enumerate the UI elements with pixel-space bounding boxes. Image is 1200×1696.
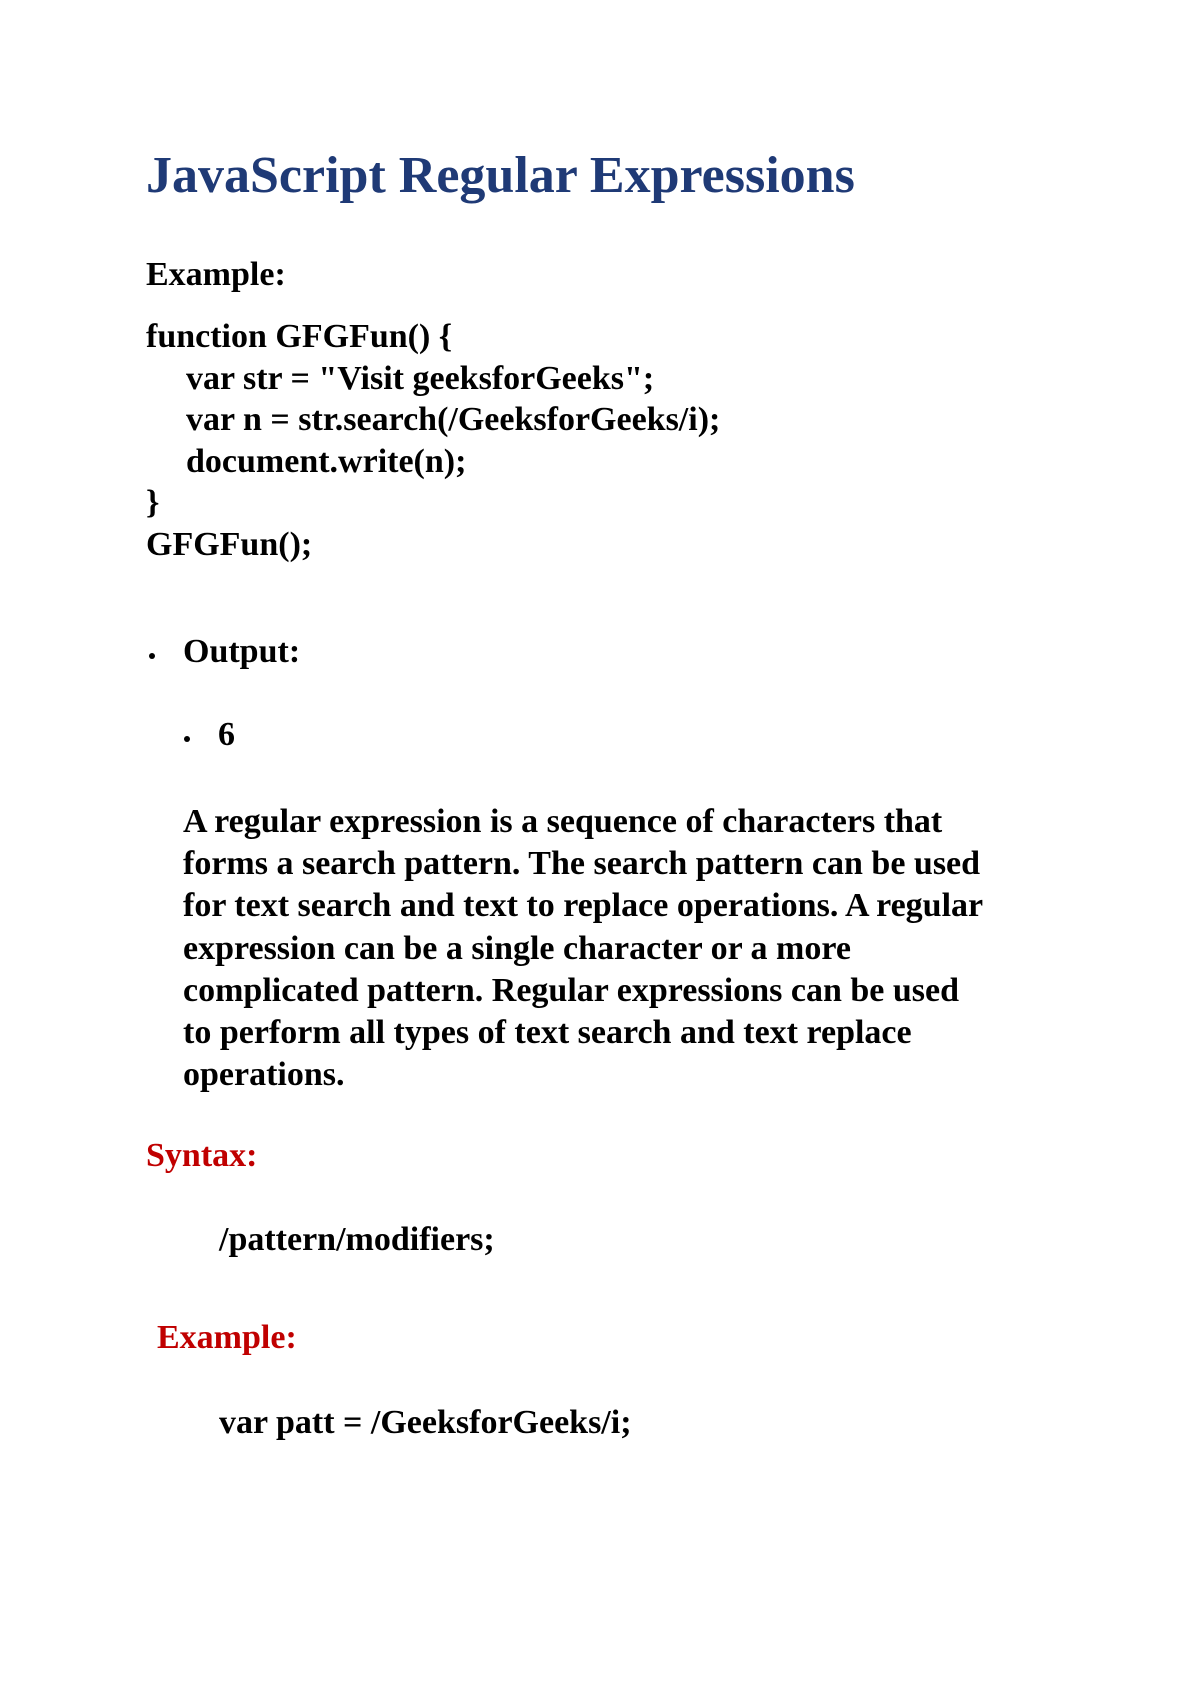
page-title: JavaScript Regular Expressions (146, 147, 855, 204)
paragraph-line: A regular expression is a sequence of characters that (183, 803, 943, 840)
description-paragraph (183, 801, 1083, 1096)
example2-label: Example: (157, 1319, 297, 1356)
code-block (146, 316, 720, 565)
code-line: var str = "Visit geeksforGeeks"; (186, 359, 655, 397)
paragraph-line: expression can be a single character or a more (183, 929, 851, 967)
output-value: 6 (218, 716, 235, 753)
example-label: Example: (146, 256, 286, 293)
bullet-dot-icon (184, 736, 190, 742)
paragraph-line: complicated pattern. Regular expressions can be used (183, 971, 960, 1009)
code-line: GFGFun(); (146, 525, 313, 563)
paragraph-line: to perform all types of text search and text replace (183, 1013, 912, 1051)
paragraph-line: operations. (183, 1056, 345, 1094)
code-line: } (146, 484, 160, 521)
paragraph-line: for text search and text to replace operations. A regular (183, 887, 984, 925)
example2-value: var patt = /GeeksforGeeks/i; (219, 1404, 632, 1441)
code-line: function GFGFun() { (146, 318, 453, 355)
code-line: var n = str.search(/GeeksforGeeks/i); (186, 401, 721, 438)
syntax-label: Syntax: (146, 1137, 258, 1174)
paragraph-line: forms a search pattern. The search pattern can be used (183, 845, 981, 883)
output-label: Output: (183, 633, 301, 670)
syntax-value: /pattern/modifiers; (219, 1221, 495, 1258)
code-line: document.write(n); (186, 442, 467, 480)
bullet-dot-icon (149, 653, 155, 659)
